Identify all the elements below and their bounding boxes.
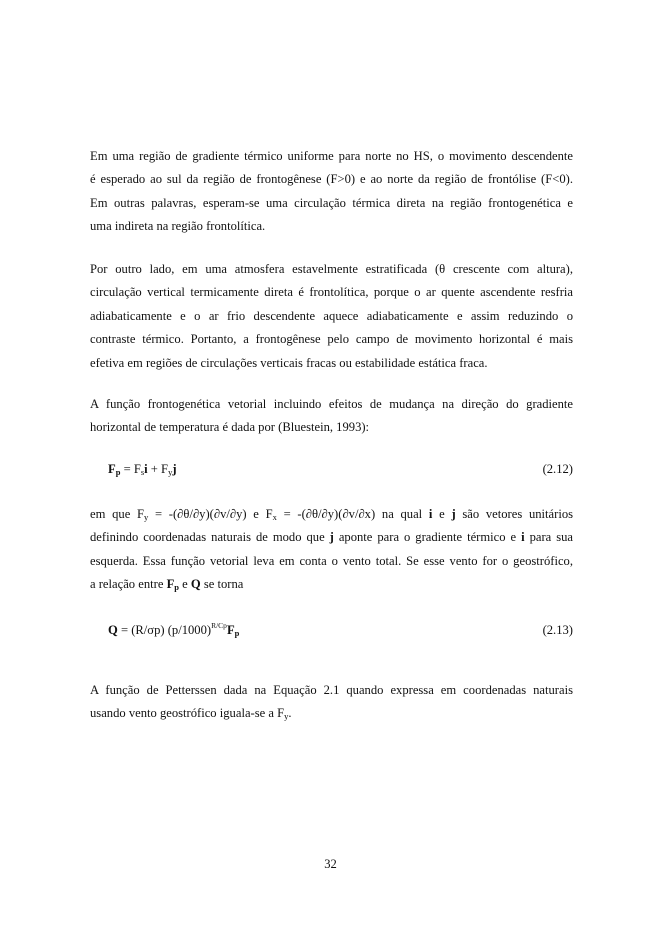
- paragraph-line: [90, 702, 573, 725]
- paragraph-line: [90, 526, 573, 549]
- paragraph-5: [90, 679, 573, 726]
- text-run: para sua: [524, 530, 573, 545]
- equation-text: = (R/σp) (p/1000): [117, 623, 212, 637]
- paragraph-line: uma indireta na região frontolítica.: [90, 219, 266, 234]
- paragraph-line: adiabaticamente e o ar frio descendente aquece adiabaticamente e assim reduzindo o: [90, 308, 573, 323]
- paragraph-line: Em outras palavras, esperam-se uma circulação térmica direta na região frontogenética e: [90, 195, 573, 210]
- paragraph-line: [90, 573, 573, 596]
- paragraph-line: [90, 503, 573, 526]
- text-run: e: [432, 507, 452, 521]
- equation-number: (2.12): [542, 462, 573, 476]
- paragraph-4: [90, 503, 573, 597]
- text-run: aponte para o gradiente térmico e: [333, 530, 522, 545]
- equation-rhs-subscript: p: [234, 628, 240, 638]
- text-run: = -(∂θ/∂y)(∂v/∂y) e F: [148, 507, 273, 521]
- paragraph-line: contraste térmico. Portanto, a frontogênese pelo campo de movimento horizontal é mais: [90, 332, 573, 347]
- paragraph-line: Por outro lado, em uma atmosfera estavelmente estratificada (θ crescente com altura),: [90, 262, 573, 276]
- unit-vector: j: [451, 507, 456, 521]
- equation-lhs-subscript: p: [115, 467, 121, 477]
- equation-unit-vector: i: [144, 462, 148, 476]
- paragraph-line: é esperado ao sul da região de frontogênese (F>0) e ao norte da região de frontólise (F<0).: [90, 172, 573, 187]
- equation-rhs: F: [226, 623, 235, 637]
- equation-2-13: [108, 620, 573, 640]
- subscript: y: [144, 512, 149, 522]
- unit-vector: j: [329, 530, 334, 545]
- text-run: são vetores unitários: [455, 507, 574, 521]
- paragraph-1: [90, 145, 573, 239]
- bold-symbol: Q: [190, 577, 201, 592]
- paragraph-line: horizontal de temperatura é dada por (Bluestein, 1993):: [90, 420, 370, 435]
- equation-2-12: [108, 459, 573, 479]
- text-run: se torna: [200, 577, 244, 592]
- equation-lhs: F: [108, 462, 116, 476]
- text-run: a relação entre: [90, 577, 167, 592]
- paragraph-line: A função de Petterssen dada na Equação 2.1 quando expressa em coordenadas naturais: [90, 683, 573, 697]
- paragraph-line: efetiva em regiões de circulações verticais fracas ou estabilidade estática fraca.: [90, 355, 488, 370]
- paragraph-3: [90, 393, 573, 440]
- paragraph-line: Em uma região de gradiente térmico uniforme para norte no HS, o movimento descendente: [90, 149, 573, 163]
- bold-symbol: F: [166, 577, 175, 592]
- equation-expression: [108, 620, 239, 640]
- unit-vector: i: [428, 507, 433, 521]
- text-run: em que F: [90, 507, 145, 521]
- subscript: y: [284, 711, 289, 722]
- text-run: .: [288, 706, 292, 721]
- equation-lhs: Q: [108, 623, 118, 637]
- equation-number: (2.13): [542, 623, 573, 637]
- page-number: 32: [324, 857, 337, 871]
- subscript: p: [174, 582, 179, 593]
- equation-text: + F: [147, 462, 169, 476]
- unit-vector: i: [521, 530, 525, 545]
- subscript: x: [272, 512, 277, 522]
- equation-subscript: s: [140, 467, 145, 477]
- equation-expression: [108, 459, 177, 479]
- text-run: definindo coordenadas naturais de modo que: [90, 530, 330, 545]
- equation-subscript: y: [168, 467, 173, 477]
- paragraph-2: [90, 258, 573, 375]
- text-run: e: [179, 577, 191, 592]
- text-run: = -(∂θ/∂y)(∂v/∂x) na qual: [276, 507, 429, 521]
- equation-unit-vector: j: [172, 462, 177, 476]
- paragraph-line: A função frontogenética vetorial incluindo efeitos de mudança na direção do gradiente: [90, 397, 573, 411]
- text-run: usando vento geostrófico iguala-se a F: [90, 706, 285, 721]
- equation-text: = F: [120, 462, 141, 476]
- paragraph-line: esquerda. Essa função vetorial leva em conta o vento total. Se esse vento for o geostrófico,: [90, 553, 573, 568]
- paragraph-line: circulação vertical termicamente direta é frontolítica, porque o ar quente ascendente resfria: [90, 285, 573, 300]
- equation-superscript: R/Cp: [211, 621, 227, 630]
